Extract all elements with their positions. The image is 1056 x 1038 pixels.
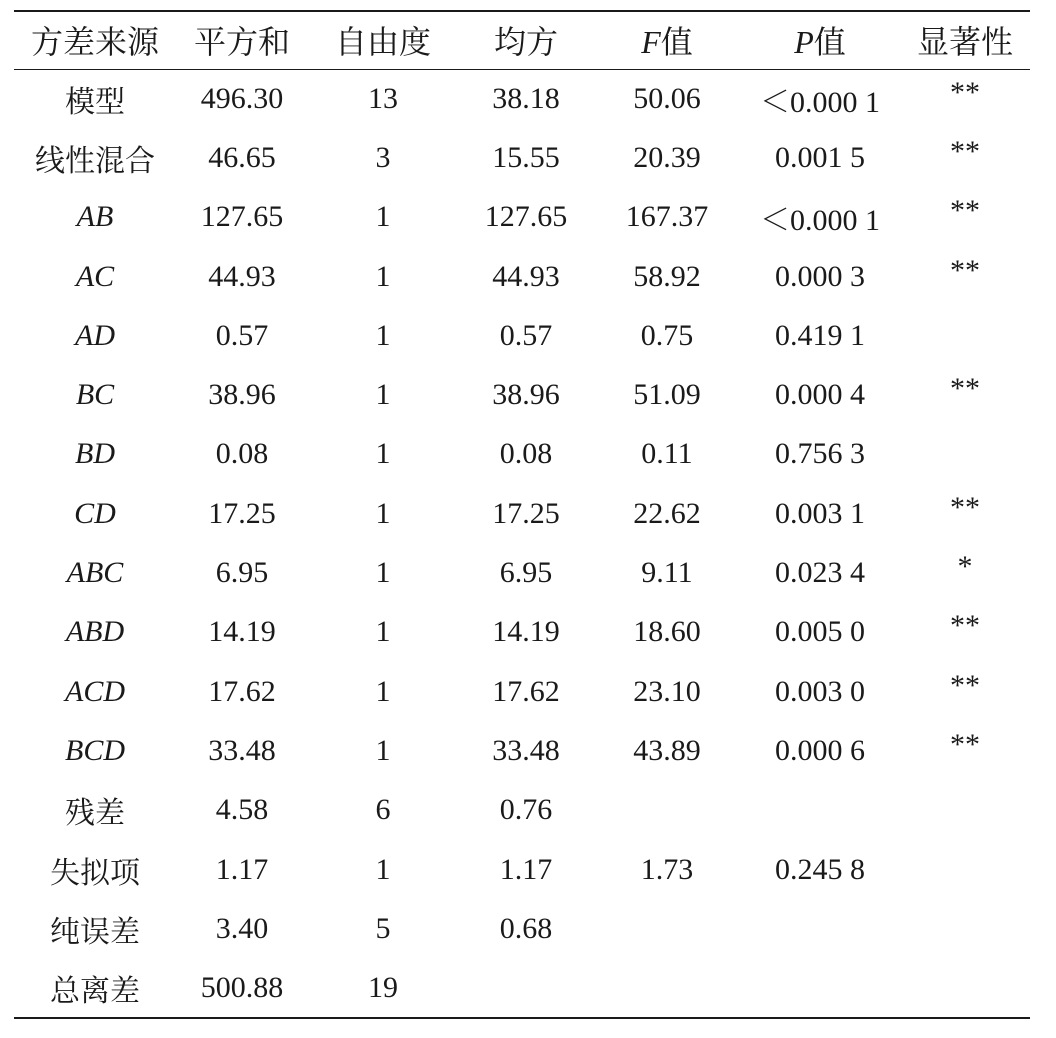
cell-sum-of-squares: 6.95 [215,556,269,590]
cell-mean-square: 0.57 [499,318,553,352]
cell-significance [900,834,1030,893]
cell-mean-square: 0.08 [499,437,553,471]
cell-significance: ** [950,253,980,287]
cell-sum-of-squares: 500.88 [176,958,308,1017]
cell-p-value: 0.756 3 [775,437,865,471]
cell-sum-of-squares: 4.58 [215,793,269,827]
cell-significance [900,419,1030,478]
cell-source: BD [75,437,115,471]
cell-p-value: ＜0.000 1 [760,204,880,238]
table-row [14,840,1030,899]
cell-degrees-of-freedom: 1 [375,733,391,767]
cell-mean-square: 38.96 [492,378,560,412]
cell-significance: ** [950,609,980,643]
table-row [14,543,1030,602]
cell-mean-square: 6.95 [499,556,553,590]
table-row [14,721,1030,780]
cell-significance: ** [950,134,980,168]
cell-degrees-of-freedom: 1 [375,615,391,649]
table-body [14,69,1030,1018]
cell-p-value: 0.003 0 [775,674,865,708]
cell-source: AD [75,318,115,352]
table-header [14,11,1030,69]
cell-source: 纯误差 [50,915,140,949]
cell-source: BCD [65,733,125,767]
cell-degrees-of-freedom: 1 [375,378,391,412]
cell-f-value: 58.92 [633,259,701,293]
cell-degrees-of-freedom: 1 [375,259,391,293]
header-row [14,11,1030,69]
cell-degrees-of-freedom: 3 [375,140,391,174]
cell-sum-of-squares: 38.96 [208,378,276,412]
cell-sum-of-squares: 33.48 [208,733,276,767]
cell-f-value: 9.11 [641,556,693,590]
cell-significance: ** [950,490,980,524]
table-row [14,484,1030,543]
table-row [14,603,1030,662]
table-row [14,781,1030,840]
cell-mean-square: 0.76 [499,793,553,827]
cell-mean-square [458,958,594,1017]
cell-source: ACD [65,674,125,708]
cell-mean-square: 17.62 [492,674,560,708]
cell-p-value [740,958,900,1017]
table-row [14,899,1030,958]
cell-f-value: 1.73 [640,852,694,886]
cell-f-value [594,958,740,1017]
table-row [14,128,1030,187]
cell-p-value: 0.000 6 [775,733,865,767]
cell-source: AB [76,200,114,234]
header-source: 方差来源 [14,11,176,69]
cell-source: CD [74,496,116,530]
cell-p-value: 0.000 4 [775,378,865,412]
table-row [14,958,1030,1017]
cell-sum-of-squares: 0.57 [215,318,269,352]
cell-source: 模型 [65,85,125,119]
cell-mean-square: 14.19 [492,615,560,649]
cell-degrees-of-freedom: 1 [375,200,391,234]
anova-table [14,10,1030,1019]
cell-source: 残差 [65,797,125,831]
cell-mean-square: 127.65 [484,200,568,234]
cell-p-value [740,781,900,840]
cell-source: AC [75,259,115,293]
cell-p-value [740,899,900,958]
cell-p-value: 0.001 5 [775,140,865,174]
cell-significance: * [957,550,973,584]
cell-f-value: 167.37 [625,200,709,234]
cell-significance: ** [950,668,980,702]
cell-p-value: 0.419 1 [775,318,865,352]
cell-significance [900,300,1030,359]
cell-f-value: 50.06 [633,81,701,115]
table-row [14,247,1030,306]
cell-source: ABD [65,615,125,649]
cell-sum-of-squares: 46.65 [208,140,276,174]
cell-degrees-of-freedom: 1 [375,674,391,708]
cell-degrees-of-freedom: 1 [375,852,391,886]
cell-p-value: 0.245 8 [775,852,865,886]
cell-significance: ** [950,194,980,228]
cell-sum-of-squares: 44.93 [208,259,276,293]
cell-sum-of-squares: 3.40 [215,911,269,945]
header-mean-square: 均方 [458,11,594,69]
cell-mean-square: 0.68 [499,911,553,945]
header-f-value: F值 [594,11,740,69]
cell-mean-square: 38.18 [492,81,560,115]
cell-f-value [594,781,740,840]
header-p-value: P值 [740,11,900,69]
cell-degrees-of-freedom: 1 [375,496,391,530]
table-row [14,69,1030,128]
cell-f-value: 18.60 [633,615,701,649]
cell-p-value: ＜0.000 1 [760,85,880,119]
cell-source: BC [75,378,115,412]
cell-degrees-of-freedom: 1 [375,437,391,471]
cell-f-value: 0.75 [640,318,694,352]
cell-f-value: 23.10 [633,674,701,708]
cell-sum-of-squares: 127.65 [200,200,284,234]
cell-significance: ** [950,727,980,761]
cell-source: 失拟项 [50,856,140,890]
cell-degrees-of-freedom: 13 [368,81,398,115]
table-row [14,425,1030,484]
cell-sum-of-squares: 496.30 [200,81,284,115]
header-significance: 显著性 [900,11,1030,69]
cell-sum-of-squares: 17.62 [208,674,276,708]
cell-f-value [594,899,740,958]
cell-p-value: 0.023 4 [775,556,865,590]
cell-mean-square: 33.48 [492,733,560,767]
cell-mean-square: 17.25 [492,496,560,530]
cell-source: ABC [66,556,124,590]
cell-mean-square: 1.17 [499,852,553,886]
cell-degrees-of-freedom: 6 [375,793,391,827]
cell-p-value: 0.003 1 [775,496,865,530]
cell-f-value: 51.09 [633,378,701,412]
table-row [14,188,1030,247]
cell-significance [900,893,1030,952]
cell-f-value: 0.11 [641,437,693,471]
cell-significance [900,775,1030,834]
header-degrees-of-freedom: 自由度 [308,11,458,69]
cell-degrees-of-freedom: 5 [375,911,391,945]
cell-f-value: 20.39 [633,140,701,174]
cell-sum-of-squares: 1.17 [215,852,269,886]
cell-f-value: 22.62 [633,496,701,530]
cell-p-value: 0.005 0 [775,615,865,649]
cell-significance [900,952,1030,1011]
cell-sum-of-squares: 17.25 [208,496,276,530]
cell-source: 线性混合 [35,144,155,178]
cell-p-value: 0.000 3 [775,259,865,293]
cell-f-value: 43.89 [633,733,701,767]
cell-sum-of-squares: 14.19 [208,615,276,649]
cell-mean-square: 15.55 [492,140,560,174]
table-row [14,662,1030,721]
cell-source: 总离差 [14,958,176,1017]
table-row [14,306,1030,365]
cell-significance: ** [950,75,980,109]
header-sum-of-squares: 平方和 [176,11,308,69]
cell-degrees-of-freedom: 1 [375,318,391,352]
cell-degrees-of-freedom: 1 [375,556,391,590]
cell-significance: ** [950,372,980,406]
cell-sum-of-squares: 0.08 [215,437,269,471]
cell-mean-square: 44.93 [492,259,560,293]
cell-degrees-of-freedom: 19 [308,958,458,1017]
table-row [14,365,1030,424]
